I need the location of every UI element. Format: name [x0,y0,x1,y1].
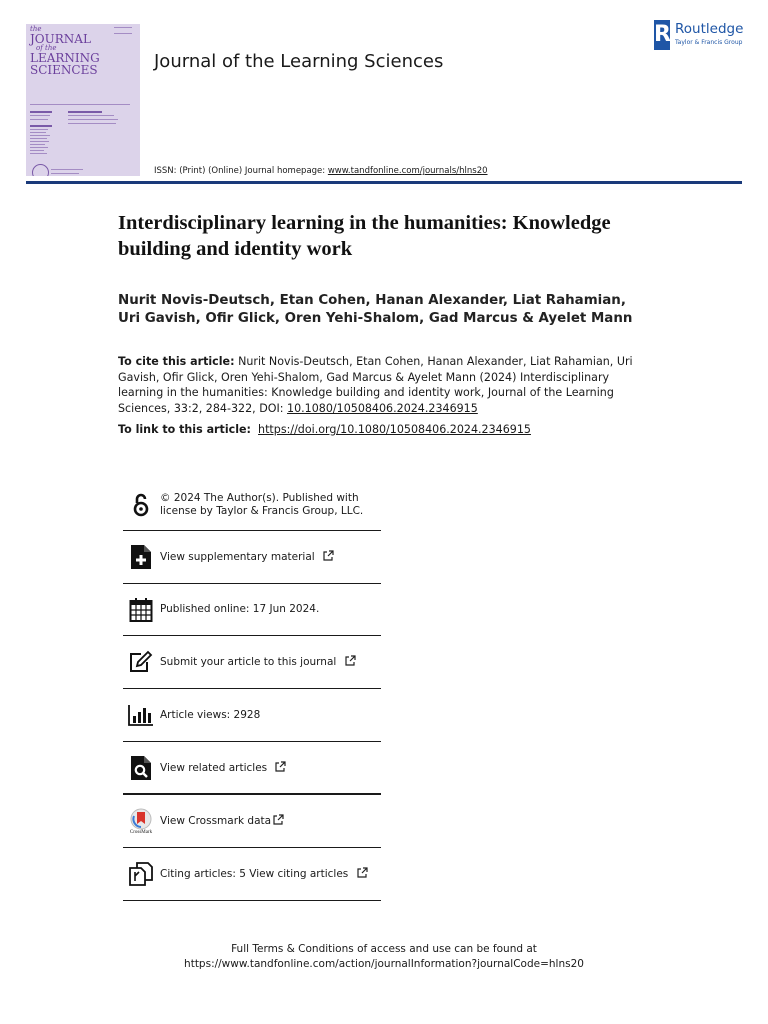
external-link-icon [357,867,368,878]
publisher-name: Routledge [675,21,744,37]
cover-text-line [30,111,52,113]
cover-text-line [30,104,130,105]
publisher-subtitle: Taylor & Francis Group [675,39,743,46]
published-online-row [123,584,381,636]
license-text: © 2024 The Author(s). Published with license by Taylor & Francis Group, LLC. [160,492,364,517]
external-link-icon [275,761,286,772]
cover-text-line [68,119,118,120]
citing-articles-row[interactable] [123,848,381,901]
cover-text-line [68,111,102,113]
crossmark-icon [127,807,155,835]
link-label: To link to this article: [118,423,251,436]
journal-name: Journal of the Learning Sciences [154,51,444,72]
open-access-license-row [123,480,381,531]
article-info-list [123,480,381,901]
doi-link[interactable]: 10.1080/10508406.2024.2346915 [287,401,478,415]
article-title: Interdisciplinary learning in the humanities: Knowledge building and identity work [118,212,611,260]
file-plus-icon [127,543,155,571]
external-link-icon [273,814,284,825]
article-views: Article views: 2928 [160,708,261,721]
journal-cover-thumbnail [26,24,140,176]
calendar-icon [127,596,155,624]
cover-text-line [30,147,48,148]
cover-text-line [30,138,47,139]
citing-articles-link[interactable]: Citing articles: 5 View citing articles [160,868,349,880]
citation-block [118,354,638,416]
cover-text-line [68,115,114,116]
cover-text-line [30,144,45,145]
supplementary-material-row[interactable] [123,531,381,584]
cover-text-line [30,119,48,120]
cover-text-line [30,125,52,127]
article-doi-url-link[interactable]: https://doi.org/10.1080/10508406.2024.2346915 [258,423,531,436]
cover-issue-info [114,27,132,34]
cover-text-line [51,169,83,170]
cover-text-line [30,150,44,151]
edit-pencil-icon [127,648,155,676]
cover-text-line [30,129,48,130]
header-divider [26,181,742,184]
terms-url[interactable]: https://www.tandfonline.com/action/journalInformation?journalCode=hlns20 [184,958,584,970]
article-authors: Nurit Novis-Deutsch, Etan Cohen, Hanan Alexander, Liat Rahamian, Uri Gavish, Ofir Glick, Oren Yehi-Shalom, Gad Marcus & Ayelet Mann [118,293,633,326]
cover-text-line [30,115,50,116]
article-link-line [118,423,531,436]
terms-text: Full Terms & Conditions of access and use can be found at [231,943,537,955]
external-link-icon [345,655,356,666]
crossmark-row[interactable] [123,795,381,848]
bar-chart-icon [127,701,155,729]
supplementary-link[interactable]: View supplementary material [160,551,315,563]
article-views-row [123,689,381,742]
search-document-icon [127,754,155,782]
cover-text-line [30,153,47,154]
citing-documents-icon [127,860,155,888]
cite-label: To cite this article: [118,355,235,368]
related-articles-row[interactable] [123,742,381,795]
cite-text: Nurit Novis-Deutsch, Etan Cohen, Hanan Alexander, Liat Rahamian, Uri Gavish, Ofir Glick, Oren Yehi-Shalom, Gad Marcus & Ayelet Mann (2024) Interdisciplinary learning in the humanities: Knowledge building and identity work, Journal of the Learning Sciences, 33:2, 284-322, DOI: [118,355,633,415]
submit-article-row[interactable] [123,636,381,689]
cover-text-line [51,173,79,174]
routledge-r-icon: R [654,20,670,50]
terms-footer [0,942,768,972]
submit-article-link[interactable]: Submit your article to this journal [160,656,337,668]
published-date: Published online: 17 Jun 2024. [160,603,320,615]
related-articles-link[interactable]: View related articles [160,761,268,774]
cover-text-line [30,135,50,136]
cover-text-line [30,141,49,142]
crossmark-link[interactable]: View Crossmark data [160,815,272,827]
cover-text-line [68,123,116,124]
cover-title: the JOURNAL of the LEARNING SCIENCES [30,25,100,77]
cover-text-line [30,132,46,133]
issn-homepage-line: ISSN: (Print) (Online) Journal homepage: www.tandfonline.com/journals/hlns20 [154,166,488,176]
open-access-icon [127,491,155,519]
external-link-icon [323,550,334,561]
journal-homepage-link[interactable]: www.tandfonline.com/journals/hlns20 [327,166,488,176]
cover-society-logo [32,164,49,176]
crossmark-logo-text: CrossMark [129,829,153,835]
